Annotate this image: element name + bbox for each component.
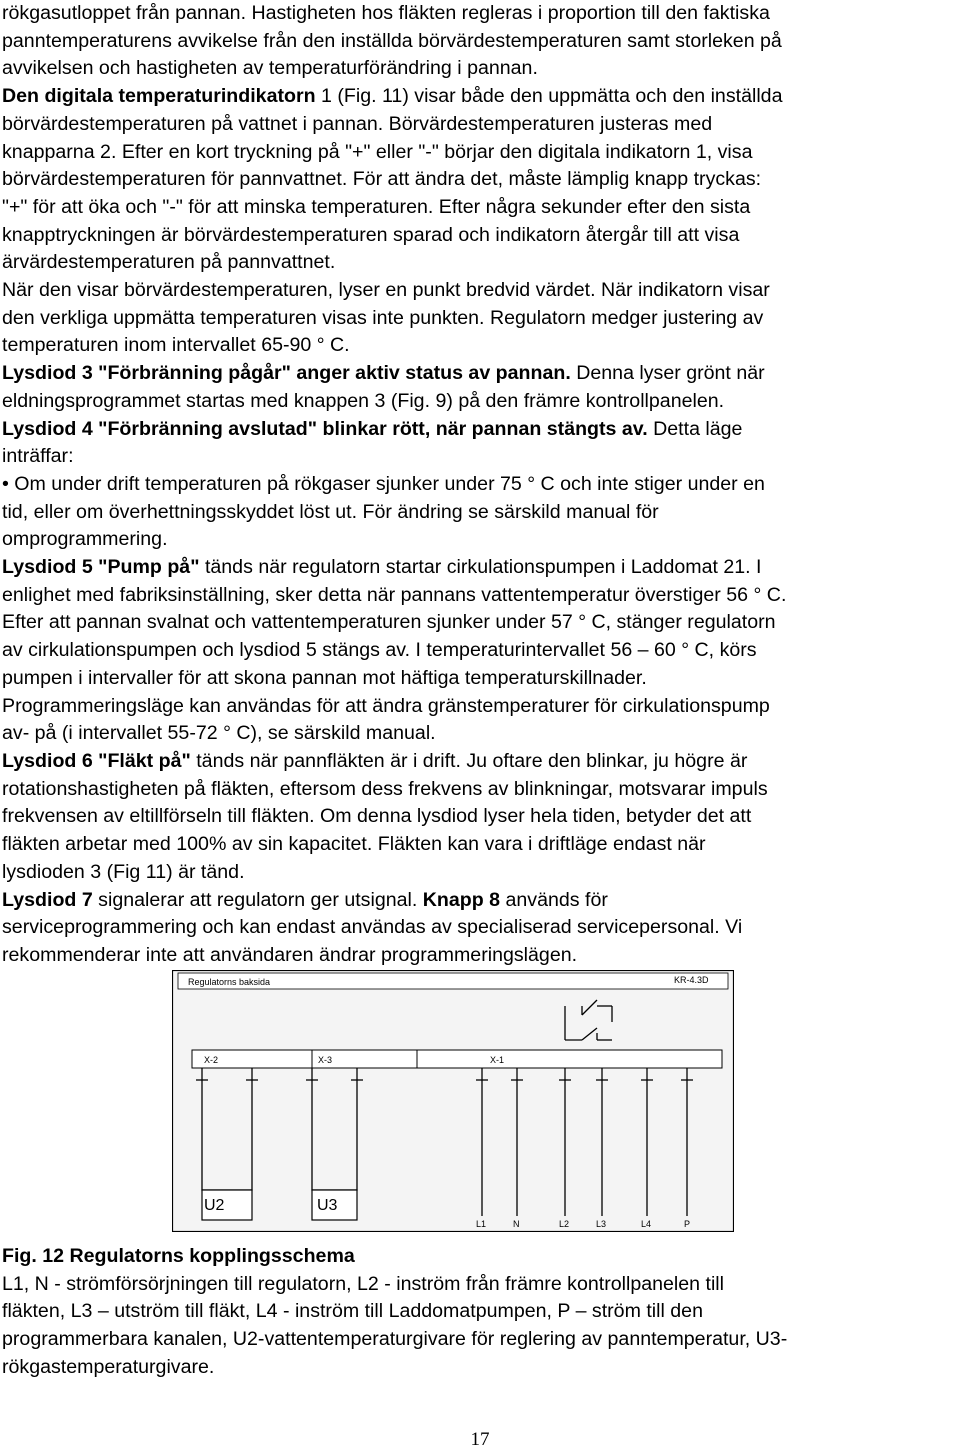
text-segment: knapparna 2. Efter en kort tryckning på "+" eller "-" börjar den digitala indikatorn 1, visa xyxy=(2,140,753,163)
text-segment: signalerar att regulatorn ger utsignal. xyxy=(92,888,423,911)
connector-label-x3: X-3 xyxy=(318,1055,333,1065)
text-line xyxy=(2,111,957,139)
text-segment: omprogrammering. xyxy=(2,528,168,551)
text-line xyxy=(2,249,957,277)
text-line xyxy=(2,693,957,721)
bold-text-segment: Den digitala temperaturindikatorn xyxy=(2,85,316,108)
terminal-label-n: N xyxy=(513,1219,520,1229)
text-line xyxy=(2,582,957,610)
text-segment: Programmeringsläge kan användas för att ändra gränstemperaturer för cirkulationspump xyxy=(2,694,770,717)
text-segment: lysdioden 3 (Fig 11) är tänd. xyxy=(2,860,245,883)
bold-text-segment: Lysdiod 5 "Pump på" xyxy=(2,556,200,579)
text-line xyxy=(2,776,957,804)
text-line xyxy=(2,942,957,970)
text-line xyxy=(2,526,957,554)
text-line xyxy=(2,416,957,444)
caption-title: Fig. 12 Regulatorns kopplingsschema xyxy=(2,1245,355,1267)
text-segment: av cirkulationspumpen och lysdiod 5 stängs av. I temperaturintervallet 56 – 60 ° C, körs xyxy=(2,639,757,662)
text-segment: panntemperaturens avvikelse från den inställda börvärdestemperaturen samt storleken på xyxy=(2,29,782,52)
text-segment: Detta läge xyxy=(647,417,743,440)
text-segment: av- på (i intervallet 55-72 ° C), se särskild manual. xyxy=(2,722,436,745)
terminal-label-l3: L3 xyxy=(596,1219,607,1229)
text-segment: frekvensen av eltillförseln till fläkten. Om denna lysdiod lyser hela tiden, betyder det att xyxy=(2,805,752,828)
bold-text-segment: Knapp 8 xyxy=(422,888,501,911)
board-outline xyxy=(173,971,734,1232)
body-text xyxy=(2,0,957,970)
text-segment: rotationshastigheten på fläkten, eftersom dess frekvens av blinkningar, motsvarar impuls xyxy=(2,777,768,800)
text-line xyxy=(2,637,957,665)
terminal-label-l1: L1 xyxy=(476,1219,487,1229)
text-segment: används för xyxy=(500,888,608,911)
text-segment: inträffar: xyxy=(2,445,74,468)
bold-text-segment: Lysdiod 6 "Fläkt på" xyxy=(2,749,191,772)
text-segment: tänds när pannfläkten är i drift. Ju oftare den blinkar, ju högre är xyxy=(190,749,748,772)
caption-line: fläkten, L3 – utström till fläkt, L4 - inström till Laddomatpumpen, P – ström till den xyxy=(2,1300,703,1323)
terminal-label-l4: L4 xyxy=(641,1219,652,1229)
connector-strip xyxy=(192,1050,722,1068)
text-line xyxy=(2,499,957,527)
text-line xyxy=(2,166,957,194)
text-segment: tänds när regulatorn startar cirkulationspumpen i Laddomat 21. I xyxy=(199,556,762,579)
text-line xyxy=(2,388,957,416)
text-line xyxy=(2,360,957,388)
terminal-label-p: P xyxy=(684,1219,691,1229)
text-segment: den verkliga uppmätta temperaturen visas inte punkten. Regulatorn medger justering av xyxy=(2,306,764,329)
connector-label-x1: X-1 xyxy=(490,1055,505,1065)
text-segment: rekommenderar inte att användaren ändrar programmeringslägen. xyxy=(2,943,578,966)
text-line xyxy=(2,803,957,831)
text-segment: Denna lyser grönt när xyxy=(570,362,765,385)
text-segment: eldningsprogrammet startas med knappen 3 (Fig. 9) på den främre kontrollpanelen. xyxy=(2,389,725,412)
text-line xyxy=(2,609,957,637)
text-segment: pumpen i intervaller för att skona pannan mot häftiga temperaturskillnader. xyxy=(2,666,647,689)
text-segment: • Om under drift temperaturen på rökgaser sjunker under 75 ° C och inte stiger under en xyxy=(2,472,765,495)
text-segment: Efter att pannan svalnat och vattentemperaturen sjunker under 57 ° C, stänger regulatorn xyxy=(2,611,776,634)
text-segment: rökgasutloppet från pannan. Hastigheten hos fläkten regleras i proportion till den faktiska xyxy=(2,2,770,24)
text-segment: knapptryckningen är börvärdestemperaturen sparad och indikatorn återgår till att visa xyxy=(2,223,740,246)
text-line xyxy=(2,831,957,859)
text-line xyxy=(2,277,957,305)
text-line xyxy=(2,859,957,887)
text-line xyxy=(2,914,957,942)
text-line xyxy=(2,139,957,167)
text-line xyxy=(2,222,957,250)
text-line xyxy=(2,748,957,776)
text-segment: ärvärdestemperaturen på pannvattnet. xyxy=(2,251,336,274)
text-segment: När den visar börvärdestemperaturen, lyser en punkt bredvid värdet. När indikatorn visar xyxy=(2,279,770,302)
text-line xyxy=(2,28,957,56)
text-segment: tid, eller om överhettningsskyddet löst ut. För ändring se särskild manual för xyxy=(2,500,659,523)
wiring-diagram xyxy=(172,970,734,1232)
caption-line: programmerbara kanalen, U2-vattentemperaturgivare för reglering av panntemperatur, U3- xyxy=(2,1328,788,1351)
terminal-label-l2: L2 xyxy=(559,1219,570,1229)
board-title: Regulatorns baksida xyxy=(188,977,271,987)
text-segment: börvärdestemperaturen för pannvattnet. För att ändra det, måste lämplig knapp tryckas: xyxy=(2,168,762,191)
text-line xyxy=(2,471,957,499)
caption-line: L1, N - strömförsörjningen till regulatorn, L2 - inström från främre kontrollpanelen till xyxy=(2,1272,725,1295)
text-line xyxy=(2,83,957,111)
bold-text-segment: Lysdiod 3 "Förbränning pågår" anger aktiv status av pannan. xyxy=(2,362,571,385)
bold-text-segment: Lysdiod 4 "Förbränning avslutad" blinkar rött, när pannan stängts av. xyxy=(2,417,648,440)
figure-caption xyxy=(2,1243,957,1382)
text-segment: fläkten arbetar med 100% av sin kapacitet. Fläkten kan vara i driftläge endast när xyxy=(2,833,706,856)
text-segment: enlighet med fabriksinställning, sker detta när pannans vattentemperatur överstiger 56 ° C. xyxy=(2,583,787,606)
text-line xyxy=(2,554,957,582)
text-segment: "+" för att öka och "-" för att minska temperaturen. Efter några sekunder efter den sista xyxy=(2,195,751,218)
text-line xyxy=(2,665,957,693)
board-model: KR-4.3D xyxy=(674,975,709,985)
text-segment: serviceprogrammering och kan endast användas av specialiserad servicepersonal. Vi xyxy=(2,916,743,939)
text-line xyxy=(2,332,957,360)
bold-text-segment: Lysdiod 7 xyxy=(2,888,93,911)
sensor-label-u3: U3 xyxy=(317,1197,338,1214)
text-line xyxy=(2,55,957,83)
text-segment: avvikelsen och hastigheten av temperaturförändring i pannan. xyxy=(2,57,538,80)
text-line xyxy=(2,443,957,471)
caption-line: rökgastemperaturgivare. xyxy=(2,1355,215,1378)
wiring-diagram-svg xyxy=(172,970,734,1232)
connector-label-x2: X-2 xyxy=(204,1055,219,1065)
text-segment: börvärdestemperaturen på vattnet i pannan. Börvärdestemperaturen justeras med xyxy=(2,112,713,135)
text-line xyxy=(2,720,957,748)
text-line xyxy=(2,194,957,222)
sensor-label-u2: U2 xyxy=(204,1197,225,1214)
text-line xyxy=(2,887,957,915)
text-line xyxy=(2,0,957,28)
page-number: 17 xyxy=(470,1429,490,1450)
text-segment: 1 (Fig. 11) visar både den uppmätta och den inställda xyxy=(315,85,783,108)
text-line xyxy=(2,305,957,333)
text-segment: temperaturen inom intervallet 65-90 ° C. xyxy=(2,334,350,357)
